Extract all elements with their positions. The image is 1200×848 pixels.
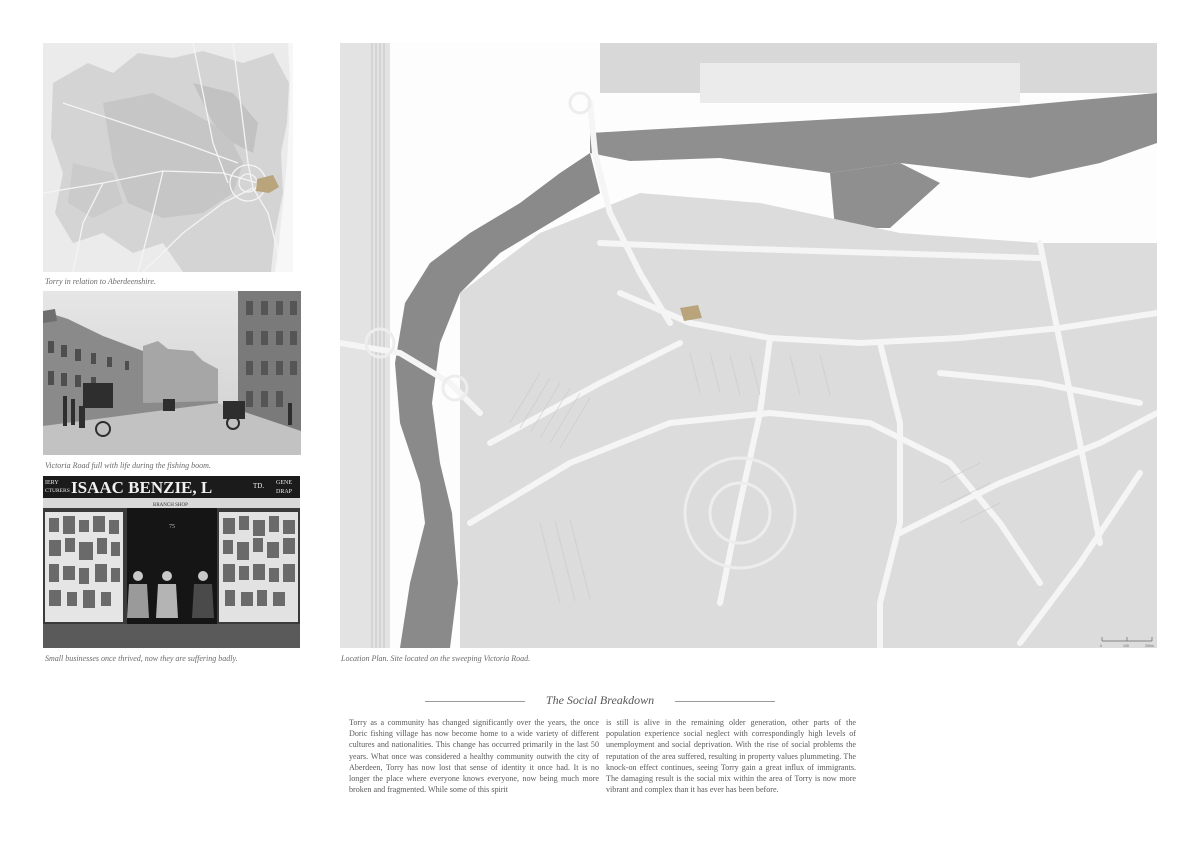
region-map: [43, 43, 293, 272]
sign-right-fragment2: DRAP: [276, 489, 293, 495]
scale-label-0: 0: [1100, 644, 1102, 648]
shop-photo-graphic: [43, 476, 300, 648]
door-number: 75: [169, 524, 175, 530]
sign-main-text: ISAAC BENZIE, L: [71, 478, 213, 497]
section-title: The Social Breakdown: [545, 693, 655, 707]
region-map-graphic: [43, 43, 293, 272]
scale-label-200: 200m: [1145, 644, 1154, 648]
location-plan-map: [340, 43, 1157, 648]
caption-street: Victoria Road full with life during the fishing boom.: [45, 461, 211, 470]
sign-right-fragment: GENE: [276, 480, 292, 486]
section-heading: [425, 693, 775, 709]
scale-label-100: 100: [1123, 644, 1129, 648]
caption-shop: Small businesses once thrived, now they are suffering badly.: [45, 654, 238, 663]
caption-location: Location Plan. Site located on the sweeping Victoria Road.: [341, 654, 531, 663]
sign-branch-shop: BRANCH SHOP: [153, 503, 188, 508]
photo-victoria-road: [43, 291, 301, 455]
sign-suffix: TD.: [253, 482, 265, 490]
location-plan-graphic: [340, 43, 1157, 648]
sign-left-fragment: IERY: [45, 480, 59, 486]
caption-region: Torry in relation to Aberdeenshire.: [45, 277, 156, 286]
body-column-left: Torry as a community has changed significantly over the years, the once Doric fishing village has now become home to a wide variety of different cultures and nationalities. This change has occurred primarily in the last 50 years. What once was considered a healthy community outwith the city of Aberdeen, Torry has now lost that sense of identity it once had. It is no longer the place where everyone knows everyone, now being much more broken and fragmented. While some of this spirit: [349, 718, 599, 795]
photo-isaac-benzie-shop: [43, 476, 300, 648]
sign-left-fragment2: CTURERS: [45, 488, 70, 494]
body-column-right: is still is alive in the remaining older generation, other parts of the population experience social neglect with correspondingly high levels of unemployment and social deprivation. With the rise of social problems the reputation of the area suffered, resulting in property values plummeting. The knock-on effect continues, seeing Torry gain a great influx of immigrants. The damaging result is the social mix within the area of Torry is now more vibrant and complex than it has ever has been before.: [606, 718, 856, 795]
street-photo-graphic: [43, 291, 301, 455]
